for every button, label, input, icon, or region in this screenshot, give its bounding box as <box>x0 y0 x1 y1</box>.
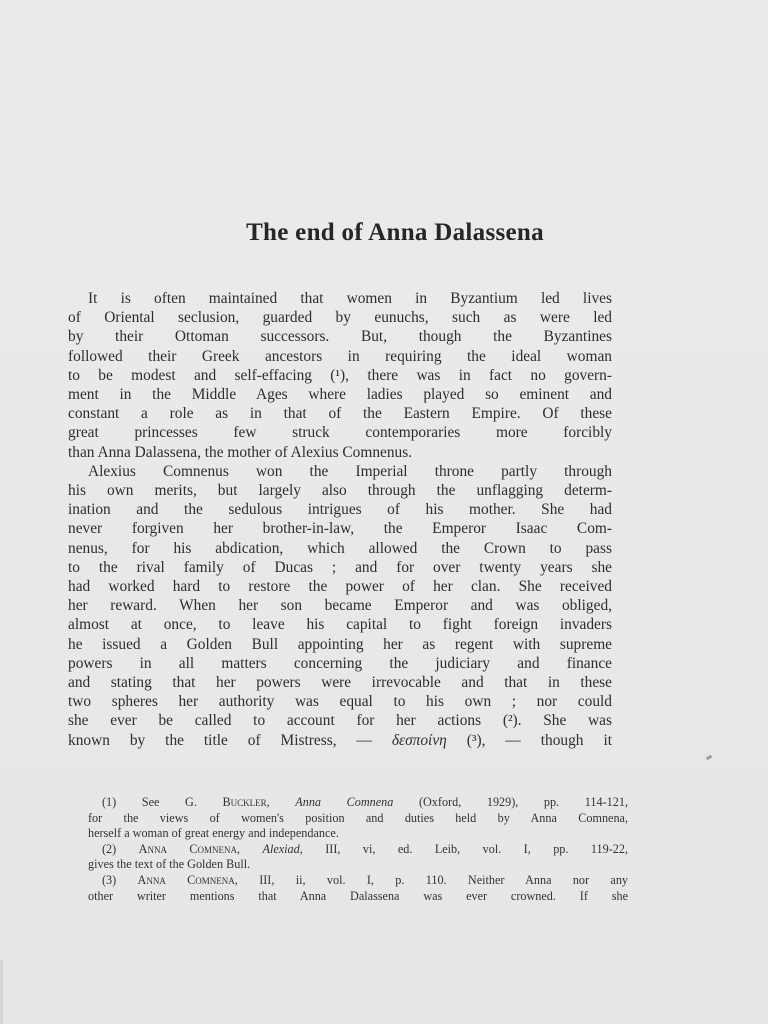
text-line: Alexius Comnenus won the Imperial throne partly through <box>88 462 612 480</box>
text-line: of Oriental seclusion, guarded by eunuchs, such as were led <box>68 309 612 327</box>
footnote-number: (1) See G. <box>102 795 197 809</box>
footnote-line: for the views of women's position and duties held by Anna Comnena, <box>88 810 628 825</box>
text-line: never forgiven her brother-in-law, the Emperor Isaac Com- <box>68 520 612 538</box>
text-line-last <box>68 731 612 750</box>
text-line: she ever be called to account for her actions (²). She was <box>68 712 612 730</box>
text-line: nenus, for his abdication, which allowed the Crown to pass <box>68 539 612 557</box>
footnote-number: (3) <box>102 872 117 887</box>
footnote-number: (2) <box>102 841 117 856</box>
text-line: constant a role as in that of the Eastern Empire. Of these <box>68 405 612 423</box>
footnote-line: other writer mentions that Anna Dalassena was ever crowned. If she <box>88 888 628 903</box>
footnote-work: Alexiad, <box>262 841 303 856</box>
footnote-text: III, ii, vol. I, p. 110. Neither Anna nor any <box>259 872 629 887</box>
text-line: followed their Greek ancestors in requiring the ideal woman <box>68 347 612 365</box>
text-line: he issued a Golden Bull appointing her as regent with supreme <box>68 635 612 653</box>
ink-mark <box>706 755 713 761</box>
text-line: her reward. When her son became Emperor and was obliged, <box>68 597 612 615</box>
text-line: to be modest and self-effacing (¹), there was in fact no govern- <box>68 366 612 384</box>
text-line: powers in all matters concerning the judiciary and finance <box>68 654 612 672</box>
text-line: than Anna Dalassena, the mother of Alexius Comnenus. <box>68 443 413 461</box>
text-line: ination and the sedulous intrigues of his mother. She had <box>68 501 612 519</box>
footnote-3 <box>88 873 628 904</box>
page-edge-shadow <box>0 960 3 1024</box>
footnote-author: Anna Comnena, <box>138 841 241 856</box>
paragraph-2 <box>68 462 612 750</box>
text-fragment: known by the title of Mistress, — <box>68 731 372 749</box>
text-line: and stating that her powers were irrevocable and that in these <box>68 674 612 692</box>
footnote-author: Anna Comnena, <box>137 872 238 887</box>
text-line: to the rival family of Ducas ; and for over twenty years she <box>68 558 612 576</box>
text-line: ment in the Middle Ages where ladies played so eminent and <box>68 386 612 404</box>
footnote-2 <box>88 842 628 873</box>
text-line: his own merits, but largely also through the unflagging determ- <box>68 482 612 500</box>
text-line: It is often maintained that women in Byzantium led lives <box>88 290 612 307</box>
body-text <box>68 289 612 750</box>
footnote-work: Anna Comnena <box>295 795 394 809</box>
footnotes <box>88 795 628 904</box>
text-line: great princesses few struck contemporaries more forcibly <box>68 424 612 442</box>
text-line: had worked hard to restore the power of her clan. She received <box>68 578 612 596</box>
footnote-line <box>88 842 628 858</box>
footnote-1 <box>88 795 628 842</box>
text-line: almost at once, to leave his capital to fight foreign invaders <box>68 616 612 634</box>
footnote-line <box>88 873 628 889</box>
chapter-title: The end of Anna Dalassena <box>246 218 544 246</box>
footnote-text: III, vi, ed. Leib, vol. I, pp. 119-22, <box>325 841 629 856</box>
footnote-author: Buckler, <box>222 795 270 809</box>
footnote-text: (Oxford, 1929), pp. 114-121, <box>418 795 628 809</box>
footnote-line <box>88 795 628 811</box>
text-line: by their Ottoman successors. But, though the Byzantines <box>68 328 612 346</box>
paragraph-1 <box>68 289 612 462</box>
footnote-line: gives the text of the Golden Bull. <box>88 857 251 872</box>
greek-word: δεσποίνη <box>391 731 447 749</box>
footnote-line: herself a woman of great energy and independance. <box>88 826 339 841</box>
text-line: two spheres her authority was equal to his own ; nor could <box>68 693 612 711</box>
text-fragment: (³), — though it <box>466 731 612 749</box>
